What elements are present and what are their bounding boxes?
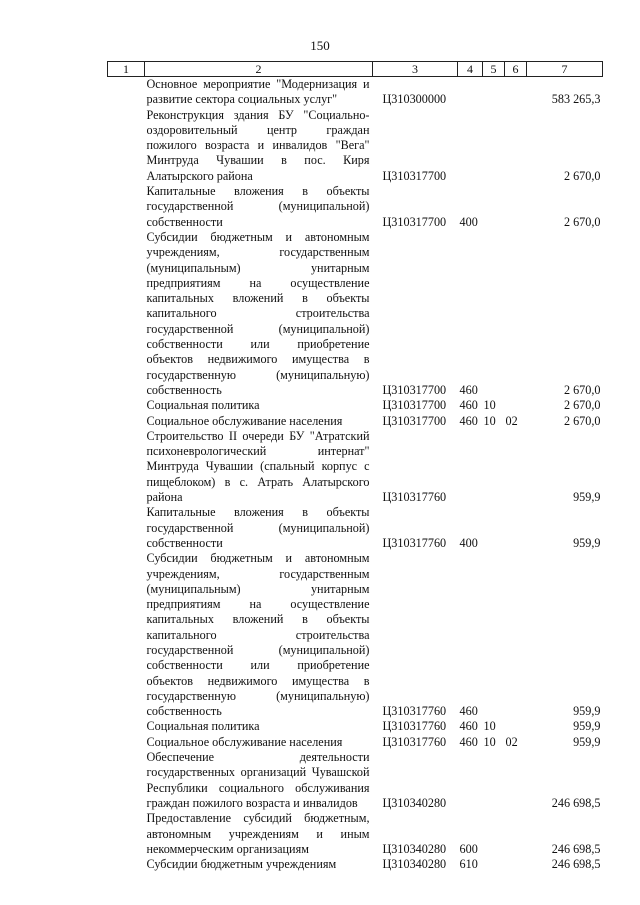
table-row — [108, 230, 603, 398]
amount-cell: 246 698,5 — [551, 795, 601, 810]
section-cell: 10 — [483, 719, 496, 734]
subsection-cell — [505, 719, 527, 734]
row-number-cell — [108, 811, 145, 857]
section-cell — [483, 505, 505, 551]
section-cell: 10 — [483, 413, 496, 428]
section-cell — [483, 108, 505, 184]
table-row — [108, 184, 603, 230]
subsection-cell — [505, 505, 527, 551]
subsection-cell — [505, 811, 527, 857]
amount-cell: 2 670,0 — [563, 214, 601, 229]
expense-type-cell: 460 — [459, 704, 478, 719]
section-cell — [483, 750, 505, 811]
target-article-cell: Ц310340280 — [382, 841, 447, 856]
item-name-cell: Основное мероприятие "Модернизация и развитие сектора социальных услуг" — [146, 77, 370, 107]
subsection-cell: 02 — [505, 734, 518, 749]
expense-type-cell — [458, 429, 483, 505]
item-name-cell: Реконструкция здания БУ "Социально-оздоровительный центр граждан пожилого возраста и инвалидов "Вега" Минтруда Чувашии в пос. Киря Алатырского района — [146, 107, 370, 183]
row-number-cell — [108, 414, 145, 429]
table-row — [108, 719, 603, 734]
target-article-cell: Ц310317760 — [382, 490, 447, 505]
target-article-cell: Ц310317760 — [382, 535, 447, 550]
table-row — [108, 811, 603, 857]
amount-cell: 583 265,3 — [551, 92, 601, 107]
table-row — [108, 429, 603, 505]
section-cell — [483, 811, 505, 857]
target-article-cell: Ц310317700 — [382, 413, 447, 428]
subsection-cell — [505, 184, 527, 230]
target-article-cell: Ц310317760 — [382, 734, 447, 749]
item-name-cell: Субсидии бюджетным учреждениям — [146, 857, 337, 872]
target-article-cell: Ц310340280 — [382, 857, 447, 872]
expense-type-cell: 460 — [459, 719, 478, 734]
header-cell-7: 7 — [527, 62, 603, 77]
row-number-cell — [108, 735, 145, 750]
row-number-cell — [108, 398, 145, 413]
section-cell: 10 — [483, 734, 496, 749]
target-article-cell: Ц310317700 — [382, 168, 447, 183]
item-name-cell: Капитальные вложения в объекты государственной (муниципальной) собственности — [146, 505, 370, 550]
item-name-cell: Капитальные вложения в объекты государственной (муниципальной) собственности — [146, 184, 370, 229]
item-name-cell: Социальное обслуживание населения — [146, 413, 343, 428]
budget-table — [107, 61, 603, 872]
expense-type-cell: 460 — [459, 734, 478, 749]
table-row — [108, 551, 603, 719]
amount-cell: 959,9 — [573, 490, 601, 505]
amount-cell: 2 670,0 — [563, 413, 601, 428]
row-number-cell — [108, 551, 145, 719]
item-name-cell: Субсидии бюджетным и автономным учреждениям, государственным (муниципальным) унитарным предприятиям на осуществление капитальных вложений в объекты капитального строительства государственной (муниципальной) собственности или приобретение объектов недвижимого имущества в государственную (муниципальную) собственность — [146, 229, 370, 397]
row-number-cell — [108, 719, 145, 734]
subsection-cell: 02 — [505, 413, 518, 428]
target-article-cell: Ц310317760 — [382, 704, 447, 719]
row-number-cell — [108, 77, 145, 108]
item-name-cell: Строительство II очереди БУ "Атратский психоневрологический интернат" Минтруда Чувашии (спальный корпус с пищеблоком) в с. Атрать Алатырского района — [146, 428, 370, 505]
amount-cell: 959,9 — [573, 734, 601, 749]
expense-type-cell: 400 — [459, 214, 478, 229]
expense-type-cell: 400 — [459, 535, 478, 550]
expense-type-cell — [458, 750, 483, 811]
target-article-cell: Ц310300000 — [382, 92, 447, 107]
row-number-cell — [108, 750, 145, 811]
amount-cell: 2 670,0 — [563, 168, 601, 183]
table-row — [108, 108, 603, 184]
expense-type-cell: 600 — [459, 841, 478, 856]
table-row — [108, 77, 603, 108]
amount-cell: 2 670,0 — [563, 382, 601, 397]
header-cell-1: 1 — [108, 62, 145, 77]
section-cell — [483, 429, 505, 505]
row-number-cell — [108, 108, 145, 184]
item-name-cell: Социальное обслуживание населения — [146, 734, 343, 749]
subsection-cell — [505, 77, 527, 108]
amount-cell: 959,9 — [573, 719, 601, 734]
amount-cell: 246 698,5 — [551, 841, 601, 856]
item-name-cell: Субсидии бюджетным и автономным учреждениям, государственным (муниципальным) унитарным предприятиям на осуществление капитальных вложений в объекты капитального строительства государственной (муниципальной) собственности или приобретение объектов недвижимого имущества в государственную (муниципальную) собственность — [146, 551, 370, 719]
table-row — [108, 505, 603, 551]
section-cell — [483, 551, 505, 719]
table-header — [108, 62, 603, 77]
row-number-cell — [108, 857, 145, 872]
page-number: 150 — [310, 38, 330, 53]
subsection-cell — [505, 429, 527, 505]
target-article-cell: Ц310317700 — [382, 214, 447, 229]
item-name-cell: Социальная политика — [146, 719, 260, 734]
header-cell-5: 5 — [483, 62, 505, 77]
section-cell — [483, 184, 505, 230]
header-cell-3: 3 — [373, 62, 458, 77]
subsection-cell — [505, 230, 527, 398]
subsection-cell — [505, 398, 527, 413]
item-name-cell: Обеспечение деятельности государственных организаций Чувашской Республики социального обслуживания граждан пожилого возраста и инвалидов — [146, 750, 370, 810]
section-cell — [483, 77, 505, 108]
amount-cell: 246 698,5 — [551, 857, 601, 872]
section-cell — [483, 857, 505, 872]
expense-type-cell: 610 — [459, 857, 478, 872]
table-row — [108, 735, 603, 750]
subsection-cell — [505, 857, 527, 872]
table-row — [108, 857, 603, 872]
item-name-cell: Предоставление субсидий бюджетным, автономным учреждениям и иным некоммерческим организациям — [146, 811, 370, 856]
target-article-cell: Ц310317700 — [382, 382, 447, 397]
table-row — [108, 414, 603, 429]
amount-cell: 959,9 — [573, 704, 601, 719]
header-cell-6: 6 — [505, 62, 527, 77]
section-cell: 10 — [483, 398, 496, 413]
expense-type-cell: 460 — [459, 382, 478, 397]
table-body — [108, 77, 603, 873]
header-cell-4: 4 — [458, 62, 483, 77]
header-cell-2: 2 — [145, 62, 373, 77]
expense-type-cell — [458, 108, 483, 184]
target-article-cell: Ц310317700 — [382, 398, 447, 413]
amount-cell: 2 670,0 — [563, 398, 601, 413]
section-cell — [483, 230, 505, 398]
amount-cell: 959,9 — [573, 535, 601, 550]
subsection-cell — [505, 750, 527, 811]
expense-type-cell — [458, 77, 483, 108]
expense-type-cell: 460 — [459, 413, 478, 428]
subsection-cell — [505, 108, 527, 184]
table-row — [108, 398, 603, 413]
expense-type-cell: 460 — [459, 398, 478, 413]
item-name-cell: Социальная политика — [146, 398, 260, 413]
header-row — [108, 62, 603, 77]
table-row — [108, 750, 603, 811]
row-number-cell — [108, 184, 145, 230]
row-number-cell — [108, 230, 145, 398]
subsection-cell — [505, 551, 527, 719]
row-number-cell — [108, 505, 145, 551]
target-article-cell: Ц310317760 — [382, 719, 447, 734]
row-number-cell — [108, 429, 145, 505]
target-article-cell: Ц310340280 — [382, 795, 447, 810]
